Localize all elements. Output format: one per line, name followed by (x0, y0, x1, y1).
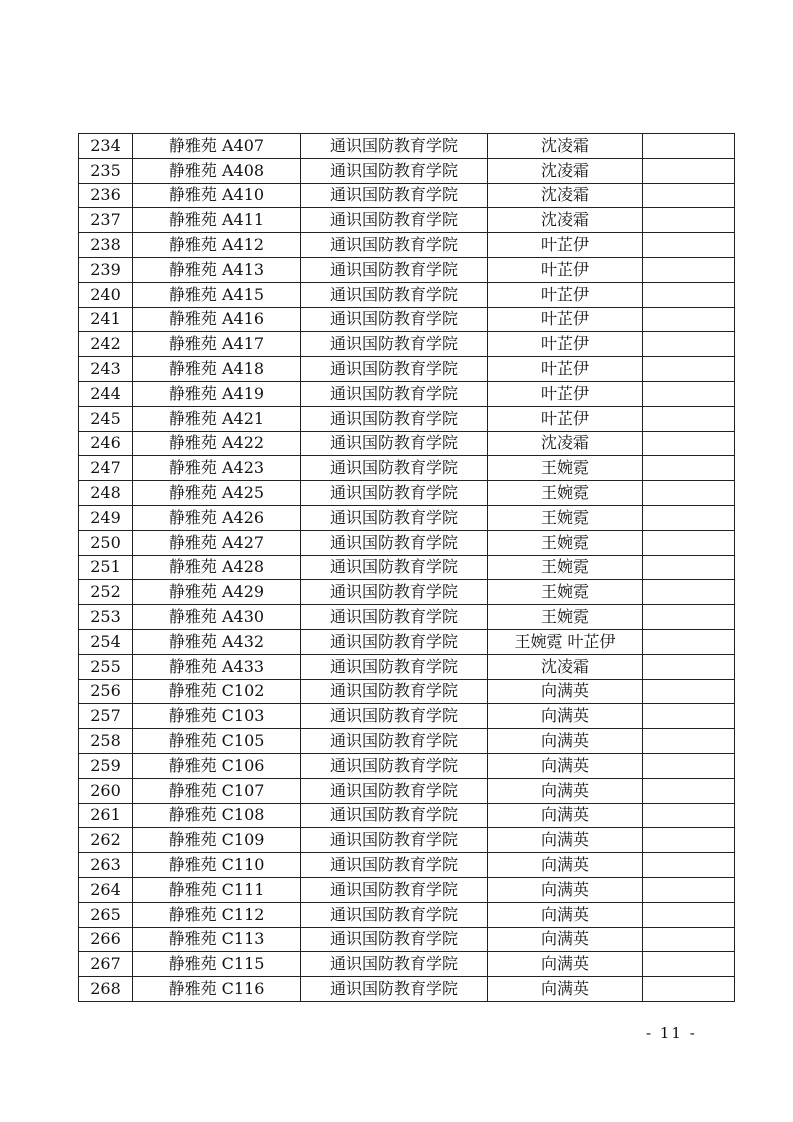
row-number-cell: 239 (79, 257, 133, 282)
person-cell: 向满英 (488, 877, 643, 902)
note-cell (643, 927, 735, 952)
college-cell: 通识国防教育学院 (301, 233, 488, 258)
note-cell (643, 679, 735, 704)
note-cell (643, 605, 735, 630)
person-cell: 向满英 (488, 778, 643, 803)
college-cell: 通识国防教育学院 (301, 332, 488, 357)
room-cell: 静雅苑 A425 (133, 481, 301, 506)
note-cell (643, 778, 735, 803)
table-row (79, 729, 735, 754)
row-number-cell: 237 (79, 208, 133, 233)
college-cell: 通识国防教育学院 (301, 952, 488, 977)
table-row (79, 877, 735, 902)
table-row (79, 902, 735, 927)
college-cell: 通识国防教育学院 (301, 158, 488, 183)
room-cell: 静雅苑 C102 (133, 679, 301, 704)
table-row (79, 927, 735, 952)
college-cell: 通识国防教育学院 (301, 679, 488, 704)
table-row (79, 307, 735, 332)
note-cell (643, 753, 735, 778)
college-cell: 通识国防教育学院 (301, 902, 488, 927)
note-cell (643, 853, 735, 878)
college-cell: 通识国防教育学院 (301, 828, 488, 853)
row-number-cell: 240 (79, 282, 133, 307)
table-row (79, 208, 735, 233)
person-cell: 向满英 (488, 828, 643, 853)
college-cell: 通识国防教育学院 (301, 853, 488, 878)
table-row (79, 481, 735, 506)
room-cell: 静雅苑 A430 (133, 605, 301, 630)
person-cell: 王婉霓 (488, 456, 643, 481)
table-row (79, 183, 735, 208)
person-cell: 叶芷伊 (488, 357, 643, 382)
person-cell: 沈凌霜 (488, 431, 643, 456)
college-cell: 通识国防教育学院 (301, 555, 488, 580)
row-number-cell: 267 (79, 952, 133, 977)
note-cell (643, 282, 735, 307)
college-cell: 通识国防教育学院 (301, 977, 488, 1002)
table-row (79, 456, 735, 481)
table-row (79, 282, 735, 307)
table-row (79, 704, 735, 729)
college-cell: 通识国防教育学院 (301, 357, 488, 382)
row-number-cell: 245 (79, 406, 133, 431)
note-cell (643, 877, 735, 902)
table-row (79, 530, 735, 555)
room-cell: 静雅苑 A411 (133, 208, 301, 233)
person-cell: 沈凌霜 (488, 654, 643, 679)
room-cell: 静雅苑 A417 (133, 332, 301, 357)
college-cell: 通识国防教育学院 (301, 456, 488, 481)
row-number-cell: 247 (79, 456, 133, 481)
note-cell (643, 530, 735, 555)
note-cell (643, 406, 735, 431)
college-cell: 通识国防教育学院 (301, 431, 488, 456)
note-cell (643, 902, 735, 927)
college-cell: 通识国防教育学院 (301, 753, 488, 778)
note-cell (643, 381, 735, 406)
row-number-cell: 251 (79, 555, 133, 580)
room-cell: 静雅苑 C103 (133, 704, 301, 729)
college-cell: 通识国防教育学院 (301, 282, 488, 307)
table-row (79, 952, 735, 977)
room-cell: 静雅苑 C106 (133, 753, 301, 778)
person-cell: 沈凌霜 (488, 183, 643, 208)
college-cell: 通识国防教育学院 (301, 654, 488, 679)
table-row (79, 753, 735, 778)
room-cell: 静雅苑 A433 (133, 654, 301, 679)
room-cell: 静雅苑 C108 (133, 803, 301, 828)
room-cell: 静雅苑 A408 (133, 158, 301, 183)
college-cell: 通识国防教育学院 (301, 580, 488, 605)
row-number-cell: 265 (79, 902, 133, 927)
page-number: - 11 - (646, 1024, 697, 1042)
row-number-cell: 241 (79, 307, 133, 332)
row-number-cell: 252 (79, 580, 133, 605)
room-cell: 静雅苑 A412 (133, 233, 301, 258)
table-row (79, 977, 735, 1002)
note-cell (643, 505, 735, 530)
room-cell: 静雅苑 C109 (133, 828, 301, 853)
note-cell (643, 952, 735, 977)
person-cell: 王婉霓 (488, 530, 643, 555)
person-cell: 王婉霓 (488, 580, 643, 605)
room-cell: 静雅苑 C107 (133, 778, 301, 803)
row-number-cell: 253 (79, 605, 133, 630)
row-number-cell: 262 (79, 828, 133, 853)
row-number-cell: 235 (79, 158, 133, 183)
table-row (79, 654, 735, 679)
person-cell: 沈凌霜 (488, 158, 643, 183)
table-row (79, 853, 735, 878)
college-cell: 通识国防教育学院 (301, 505, 488, 530)
row-number-cell: 264 (79, 877, 133, 902)
note-cell (643, 580, 735, 605)
room-cell: 静雅苑 A418 (133, 357, 301, 382)
person-cell: 叶芷伊 (488, 406, 643, 431)
person-cell: 向满英 (488, 803, 643, 828)
person-cell: 王婉霓 (488, 505, 643, 530)
college-cell: 通识国防教育学院 (301, 729, 488, 754)
person-cell: 王婉霓 叶芷伊 (488, 629, 643, 654)
table-row (79, 605, 735, 630)
room-cell: 静雅苑 A421 (133, 406, 301, 431)
row-number-cell: 234 (79, 134, 133, 159)
note-cell (643, 704, 735, 729)
college-cell: 通识国防教育学院 (301, 629, 488, 654)
row-number-cell: 238 (79, 233, 133, 258)
note-cell (643, 431, 735, 456)
row-number-cell: 249 (79, 505, 133, 530)
room-cell: 静雅苑 C115 (133, 952, 301, 977)
person-cell: 叶芷伊 (488, 233, 643, 258)
room-cell: 静雅苑 A426 (133, 505, 301, 530)
room-cell: 静雅苑 A415 (133, 282, 301, 307)
table-row (79, 406, 735, 431)
table-row (79, 778, 735, 803)
note-cell (643, 357, 735, 382)
note-cell (643, 158, 735, 183)
row-number-cell: 261 (79, 803, 133, 828)
room-cell: 静雅苑 A416 (133, 307, 301, 332)
row-number-cell: 260 (79, 778, 133, 803)
college-cell: 通识国防教育学院 (301, 307, 488, 332)
person-cell: 向满英 (488, 853, 643, 878)
table-row (79, 332, 735, 357)
person-cell: 向满英 (488, 704, 643, 729)
table-body (79, 134, 735, 1002)
row-number-cell: 242 (79, 332, 133, 357)
row-number-cell: 256 (79, 679, 133, 704)
table-row (79, 233, 735, 258)
note-cell (643, 257, 735, 282)
table-row (79, 257, 735, 282)
note-cell (643, 233, 735, 258)
room-cell: 静雅苑 A427 (133, 530, 301, 555)
row-number-cell: 236 (79, 183, 133, 208)
table-row (79, 629, 735, 654)
row-number-cell: 243 (79, 357, 133, 382)
college-cell: 通识国防教育学院 (301, 406, 488, 431)
note-cell (643, 208, 735, 233)
room-cell: 静雅苑 A429 (133, 580, 301, 605)
room-cell: 静雅苑 C116 (133, 977, 301, 1002)
person-cell: 向满英 (488, 753, 643, 778)
college-cell: 通识国防教育学院 (301, 481, 488, 506)
row-number-cell: 258 (79, 729, 133, 754)
college-cell: 通识国防教育学院 (301, 803, 488, 828)
table-row (79, 580, 735, 605)
note-cell (643, 828, 735, 853)
person-cell: 向满英 (488, 902, 643, 927)
note-cell (643, 555, 735, 580)
college-cell: 通识国防教育学院 (301, 605, 488, 630)
person-cell: 王婉霓 (488, 555, 643, 580)
person-cell: 王婉霓 (488, 481, 643, 506)
room-cell: 静雅苑 C112 (133, 902, 301, 927)
table-row (79, 158, 735, 183)
person-cell: 向满英 (488, 927, 643, 952)
note-cell (643, 481, 735, 506)
note-cell (643, 729, 735, 754)
college-cell: 通识国防教育学院 (301, 877, 488, 902)
person-cell: 沈凌霜 (488, 208, 643, 233)
dormitory-table (78, 133, 735, 1002)
row-number-cell: 244 (79, 381, 133, 406)
note-cell (643, 183, 735, 208)
table-row (79, 679, 735, 704)
room-cell: 静雅苑 A419 (133, 381, 301, 406)
person-cell: 叶芷伊 (488, 307, 643, 332)
room-cell: 静雅苑 C110 (133, 853, 301, 878)
row-number-cell: 248 (79, 481, 133, 506)
college-cell: 通识国防教育学院 (301, 134, 488, 159)
college-cell: 通识国防教育学院 (301, 927, 488, 952)
note-cell (643, 134, 735, 159)
row-number-cell: 263 (79, 853, 133, 878)
note-cell (643, 332, 735, 357)
person-cell: 向满英 (488, 952, 643, 977)
table-row (79, 357, 735, 382)
college-cell: 通识国防教育学院 (301, 183, 488, 208)
college-cell: 通识国防教育学院 (301, 381, 488, 406)
college-cell: 通识国防教育学院 (301, 257, 488, 282)
room-cell: 静雅苑 A410 (133, 183, 301, 208)
room-cell: 静雅苑 C113 (133, 927, 301, 952)
row-number-cell: 250 (79, 530, 133, 555)
row-number-cell: 254 (79, 629, 133, 654)
table-row (79, 555, 735, 580)
table-row (79, 505, 735, 530)
person-cell: 叶芷伊 (488, 332, 643, 357)
person-cell: 沈凌霜 (488, 134, 643, 159)
note-cell (643, 803, 735, 828)
room-cell: 静雅苑 C105 (133, 729, 301, 754)
table-row (79, 803, 735, 828)
row-number-cell: 246 (79, 431, 133, 456)
note-cell (643, 977, 735, 1002)
person-cell: 叶芷伊 (488, 257, 643, 282)
room-cell: 静雅苑 A407 (133, 134, 301, 159)
row-number-cell: 255 (79, 654, 133, 679)
note-cell (643, 307, 735, 332)
row-number-cell: 257 (79, 704, 133, 729)
table-row (79, 828, 735, 853)
note-cell (643, 629, 735, 654)
table-row (79, 381, 735, 406)
row-number-cell: 266 (79, 927, 133, 952)
table-row (79, 134, 735, 159)
person-cell: 王婉霓 (488, 605, 643, 630)
row-number-cell: 268 (79, 977, 133, 1002)
college-cell: 通识国防教育学院 (301, 704, 488, 729)
person-cell: 叶芷伊 (488, 282, 643, 307)
person-cell: 向满英 (488, 729, 643, 754)
table-row (79, 431, 735, 456)
person-cell: 向满英 (488, 977, 643, 1002)
note-cell (643, 456, 735, 481)
room-cell: 静雅苑 A423 (133, 456, 301, 481)
room-cell: 静雅苑 C111 (133, 877, 301, 902)
room-cell: 静雅苑 A432 (133, 629, 301, 654)
person-cell: 向满英 (488, 679, 643, 704)
row-number-cell: 259 (79, 753, 133, 778)
person-cell: 叶芷伊 (488, 381, 643, 406)
room-cell: 静雅苑 A428 (133, 555, 301, 580)
college-cell: 通识国防教育学院 (301, 530, 488, 555)
room-cell: 静雅苑 A422 (133, 431, 301, 456)
college-cell: 通识国防教育学院 (301, 208, 488, 233)
room-cell: 静雅苑 A413 (133, 257, 301, 282)
college-cell: 通识国防教育学院 (301, 778, 488, 803)
note-cell (643, 654, 735, 679)
